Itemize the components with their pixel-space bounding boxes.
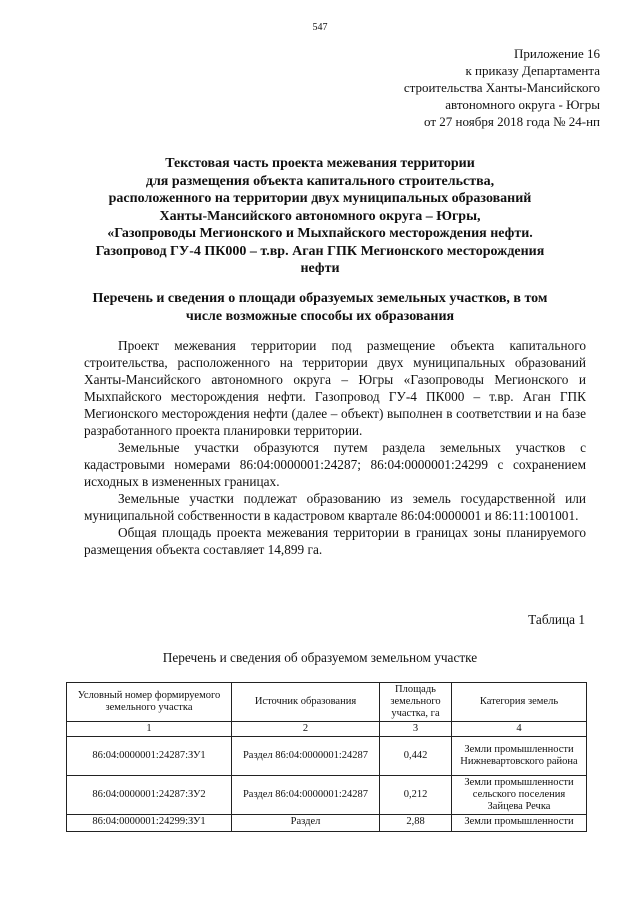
table-row [67,815,587,832]
plot-number-cell: 86:04:0000001:24287:ЗУ2 [67,776,232,815]
area-cell: 0,212 [380,776,452,815]
title-line: нефти [300,261,340,276]
source-cell: Раздел 86:04:0000001:24287 [232,776,380,815]
table-header-row [67,683,587,722]
subtitle-line: Перечень и сведения о площади образуемых земельных участков, в том [92,291,548,306]
title-line: Текстовая часть проекта межевания территории [165,156,475,171]
title-line: Газопровод ГУ-4 ПК000 – т.вр. Аган ГПК Мегионского месторождения [95,243,545,259]
title-line: расположенного на территории двух муниципальных образований [108,191,532,206]
appendix-line: от 27 ноября 2018 года № 24-нп [424,114,600,129]
appendix-line: к приказу Департамента [465,63,600,78]
paragraph: Земельные участки образуются путем раздела земельных участков с кадастровыми номерами 86:04:0000001:24287; 86:04:0000001:24299 с сохранением исходных в измененных границах. [84,440,586,489]
document-title [60,155,580,278]
source-cell: Раздел 86:04:0000001:24287 [232,737,380,776]
column-number: 2 [232,722,380,737]
table-label: Таблица 1 [528,612,585,627]
appendix-line: автономного округа - Югры [445,97,600,112]
appendix-line: строительства Ханты-Мансийского [403,80,600,95]
area-cell: 0,442 [380,737,452,776]
header-cell: Площадь земельного участка, га [380,683,452,722]
title-line: Ханты-Мансийского автономного округа – Югры, [159,208,481,224]
page-number: 547 [312,22,328,33]
table-row [67,776,587,815]
land-plots-table [66,682,587,832]
column-number: 3 [380,722,452,737]
header-cell: Условный номер формируемого земельного участка [67,683,232,722]
source-cell: Раздел [232,815,380,832]
category-cell: Земли промышленности сельского поселения Зайцева Речка [452,776,587,815]
header-cell: Категория земель [452,683,587,722]
table-row [67,737,587,776]
section-subtitle [60,290,580,325]
column-number: 1 [67,722,232,737]
subtitle-line: числе возможные способы их образования [185,308,455,324]
plot-number-cell: 86:04:0000001:24287:ЗУ1 [67,737,232,776]
category-cell: Земли промышленности [452,815,587,832]
paragraph: Земельные участки подлежат образованию из земель государственной или муниципальной собственности в кадастровом квартале 86:04:0000001 и 86:11:1001001. [84,491,586,523]
header-cell: Источник образования [232,683,380,722]
paragraph: Проект межевания территории под размещение объекта капитального строительства, расположенного на территории двух муниципальных образований Ханты-Мансийского автономного округа – Югры «Газопроводы Мегионского и Мыхпайского месторождения нефти. Газопровод ГУ-4 ПК000 – т.вр. Аган ГПК Мегионского месторождения нефти (далее – объект) выполнен в соответствии и на базе разработанного проекта планировки территории. [84,338,586,438]
area-cell: 2,88 [380,815,452,832]
category-cell: Земли промышленности Нижневартовского района [452,737,587,776]
paragraph: Общая площадь проекта межевания территории в границах зоны планируемого размещения объекта составляет 14,899 га. [84,525,586,557]
title-line: «Газопроводы Мегионского и Мыхпайского месторождения нефти. [107,226,533,241]
table-title: Перечень и сведения об образуемом земельном участке [162,650,478,665]
plot-number-cell: 86:04:0000001:24299:ЗУ1 [67,815,232,832]
title-line: для размещения объекта капитального строительства, [145,173,495,189]
body-text [84,337,586,558]
appendix-line: Приложение 16 [513,46,600,61]
appendix-block [404,45,600,130]
column-number: 4 [452,722,587,737]
column-number-row [67,722,587,737]
